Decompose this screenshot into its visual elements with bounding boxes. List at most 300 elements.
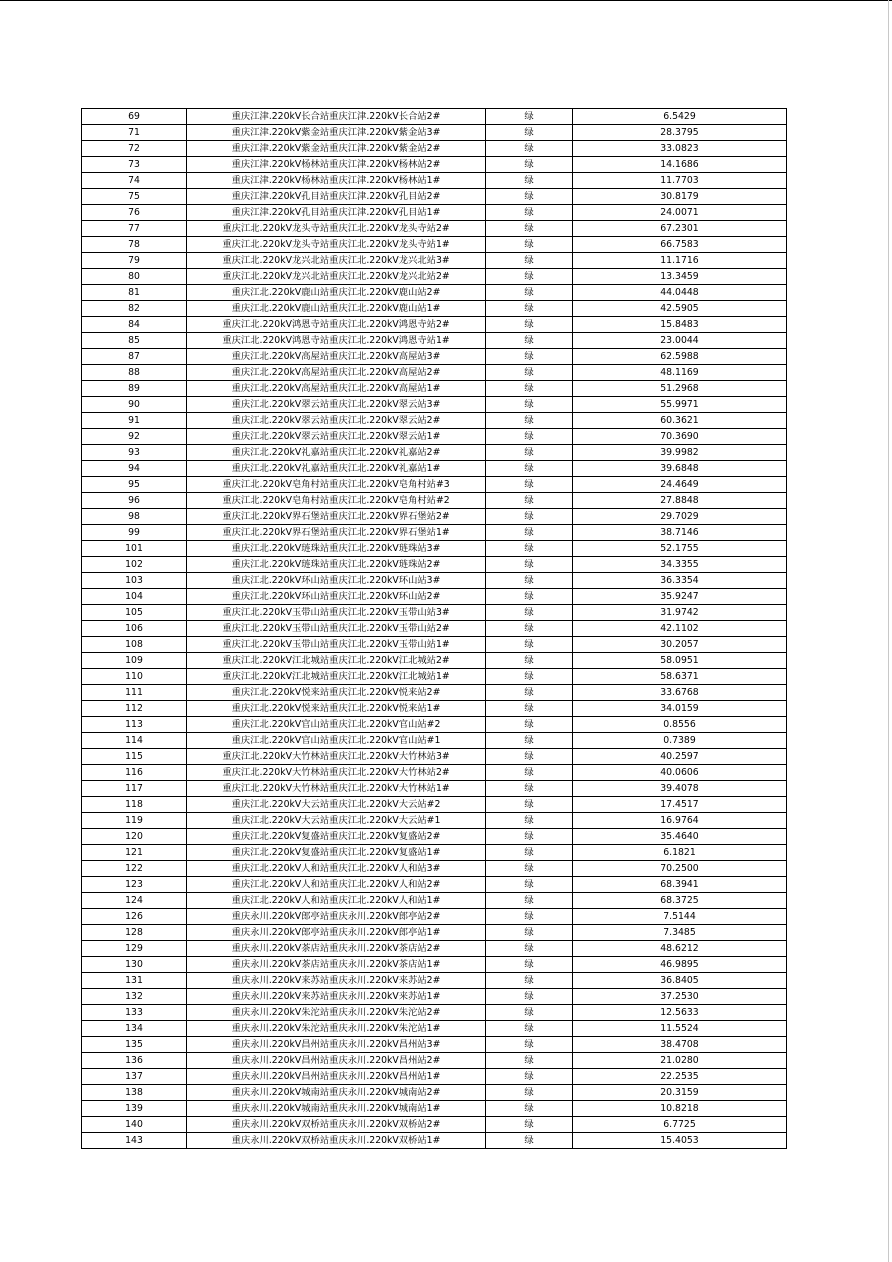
row-index-cell: 84 — [82, 317, 187, 333]
status-cell: 绿 — [486, 845, 573, 861]
row-index-cell: 101 — [82, 541, 187, 557]
substation-name-cell: 重庆江北.220kV高屋站重庆江北.220kV高屋站2# — [187, 365, 486, 381]
value-cell: 17.4517 — [573, 797, 787, 813]
substation-name-cell: 重庆江北.220kV翠云站重庆江北.220kV翠云站2# — [187, 413, 486, 429]
row-index-cell: 77 — [82, 221, 187, 237]
row-index-cell: 93 — [82, 445, 187, 461]
status-cell: 绿 — [486, 637, 573, 653]
table-row — [82, 285, 787, 301]
value-cell: 48.1169 — [573, 365, 787, 381]
substation-name-cell: 重庆江北.220kV悦来站重庆江北.220kV悦来站2# — [187, 685, 486, 701]
table-row — [82, 621, 787, 637]
value-cell: 33.6768 — [573, 685, 787, 701]
status-cell: 绿 — [486, 349, 573, 365]
row-index-cell: 99 — [82, 525, 187, 541]
table-row — [82, 141, 787, 157]
status-cell: 绿 — [486, 381, 573, 397]
table-row — [82, 925, 787, 941]
value-cell: 24.4649 — [573, 477, 787, 493]
value-cell: 6.1821 — [573, 845, 787, 861]
row-index-cell: 143 — [82, 1133, 187, 1149]
value-cell: 10.8218 — [573, 1101, 787, 1117]
status-cell: 绿 — [486, 221, 573, 237]
table-row — [82, 173, 787, 189]
table-row — [82, 317, 787, 333]
substation-name-cell: 重庆江北.220kV龙头寺站重庆江北.220kV龙头寺站2# — [187, 221, 486, 237]
table-row — [82, 253, 787, 269]
row-index-cell: 112 — [82, 701, 187, 717]
table-row — [82, 605, 787, 621]
value-cell: 35.9247 — [573, 589, 787, 605]
row-index-cell: 79 — [82, 253, 187, 269]
substation-name-cell: 重庆永川.220kV来苏站重庆永川.220kV来苏站2# — [187, 973, 486, 989]
status-cell: 绿 — [486, 621, 573, 637]
value-cell: 48.6212 — [573, 941, 787, 957]
status-cell: 绿 — [486, 989, 573, 1005]
value-cell: 58.0951 — [573, 653, 787, 669]
row-index-cell: 136 — [82, 1053, 187, 1069]
status-cell: 绿 — [486, 1037, 573, 1053]
row-index-cell: 120 — [82, 829, 187, 845]
table-row — [82, 461, 787, 477]
substation-name-cell: 重庆江北.220kV大竹林站重庆江北.220kV大竹林站2# — [187, 765, 486, 781]
value-cell: 52.1755 — [573, 541, 787, 557]
row-index-cell: 109 — [82, 653, 187, 669]
value-cell: 36.8405 — [573, 973, 787, 989]
status-cell: 绿 — [486, 157, 573, 173]
table-row — [82, 1069, 787, 1085]
substation-name-cell: 重庆江北.220kV龙兴北站重庆江北.220kV龙兴北站3# — [187, 253, 486, 269]
table-row — [82, 397, 787, 413]
row-index-cell: 91 — [82, 413, 187, 429]
status-cell: 绿 — [486, 605, 573, 621]
table-row — [82, 1085, 787, 1101]
substation-name-cell: 重庆江北.220kV人和站重庆江北.220kV人和站2# — [187, 877, 486, 893]
substation-name-cell: 重庆江北.220kV大竹林站重庆江北.220kV大竹林站1# — [187, 781, 486, 797]
table-row — [82, 653, 787, 669]
status-cell: 绿 — [486, 461, 573, 477]
row-index-cell: 108 — [82, 637, 187, 653]
row-index-cell: 114 — [82, 733, 187, 749]
status-cell: 绿 — [486, 541, 573, 557]
status-cell: 绿 — [486, 1133, 573, 1149]
substation-name-cell: 重庆江津.220kV紫金站重庆江津.220kV紫金站2# — [187, 141, 486, 157]
substation-name-cell: 重庆江北.220kV翠云站重庆江北.220kV翠云站1# — [187, 429, 486, 445]
status-cell: 绿 — [486, 909, 573, 925]
status-cell: 绿 — [486, 653, 573, 669]
row-index-cell: 102 — [82, 557, 187, 573]
substation-name-cell: 重庆江津.220kV杨林站重庆江津.220kV杨林站2# — [187, 157, 486, 173]
row-index-cell: 122 — [82, 861, 187, 877]
value-cell: 68.3941 — [573, 877, 787, 893]
value-cell: 34.3355 — [573, 557, 787, 573]
substation-name-cell: 重庆永川.220kV昌州站重庆永川.220kV昌州站2# — [187, 1053, 486, 1069]
substation-name-cell: 重庆江北.220kV大竹林站重庆江北.220kV大竹林站3# — [187, 749, 486, 765]
table-row — [82, 237, 787, 253]
row-index-cell: 80 — [82, 269, 187, 285]
table-row — [82, 877, 787, 893]
status-cell: 绿 — [486, 269, 573, 285]
table-row — [82, 893, 787, 909]
substation-name-cell: 重庆江津.220kV紫金站重庆江津.220kV紫金站3# — [187, 125, 486, 141]
row-index-cell: 118 — [82, 797, 187, 813]
row-index-cell: 135 — [82, 1037, 187, 1053]
row-index-cell: 115 — [82, 749, 187, 765]
value-cell: 42.1102 — [573, 621, 787, 637]
value-cell: 35.4640 — [573, 829, 787, 845]
row-index-cell: 82 — [82, 301, 187, 317]
value-cell: 37.2530 — [573, 989, 787, 1005]
table-row — [82, 269, 787, 285]
table-row — [82, 541, 787, 557]
row-index-cell: 129 — [82, 941, 187, 957]
substation-name-cell: 重庆江北.220kV高屋站重庆江北.220kV高屋站3# — [187, 349, 486, 365]
substation-name-cell: 重庆江北.220kV大云站重庆江北.220kV大云站#1 — [187, 813, 486, 829]
status-cell: 绿 — [486, 525, 573, 541]
substation-name-cell: 重庆江北.220kV江北城站重庆江北.220kV江北城站2# — [187, 653, 486, 669]
substation-name-cell: 重庆江北.220kV人和站重庆江北.220kV人和站1# — [187, 893, 486, 909]
value-cell: 33.0823 — [573, 141, 787, 157]
table-row — [82, 573, 787, 589]
row-index-cell: 133 — [82, 1005, 187, 1021]
table-row — [82, 637, 787, 653]
substation-name-cell: 重庆永川.220kV昌州站重庆永川.220kV昌州站3# — [187, 1037, 486, 1053]
substation-name-cell: 重庆江北.220kV龙兴北站重庆江北.220kV龙兴北站2# — [187, 269, 486, 285]
table-row — [82, 333, 787, 349]
row-index-cell: 72 — [82, 141, 187, 157]
row-index-cell: 131 — [82, 973, 187, 989]
status-cell: 绿 — [486, 237, 573, 253]
substation-name-cell: 重庆江北.220kV江北城站重庆江北.220kV江北城站1# — [187, 669, 486, 685]
row-index-cell: 140 — [82, 1117, 187, 1133]
value-cell: 40.2597 — [573, 749, 787, 765]
substation-name-cell: 重庆江北.220kV复盛站重庆江北.220kV复盛站2# — [187, 829, 486, 845]
row-index-cell: 139 — [82, 1101, 187, 1117]
row-index-cell: 88 — [82, 365, 187, 381]
table-row — [82, 301, 787, 317]
substation-name-cell: 重庆江北.220kV鹿山站重庆江北.220kV鹿山站2# — [187, 285, 486, 301]
substation-name-cell: 重庆江北.220kV鸿恩寺站重庆江北.220kV鸿恩寺站2# — [187, 317, 486, 333]
table-row — [82, 1117, 787, 1133]
row-index-cell: 132 — [82, 989, 187, 1005]
table-row — [82, 109, 787, 125]
status-cell: 绿 — [486, 429, 573, 445]
table-row — [82, 557, 787, 573]
value-cell: 36.3354 — [573, 573, 787, 589]
value-cell: 23.0044 — [573, 333, 787, 349]
status-cell: 绿 — [486, 1101, 573, 1117]
substation-name-cell: 重庆永川.220kV双桥站重庆永川.220kV双桥站1# — [187, 1133, 486, 1149]
value-cell: 39.9982 — [573, 445, 787, 461]
status-cell: 绿 — [486, 557, 573, 573]
status-cell: 绿 — [486, 141, 573, 157]
value-cell: 34.0159 — [573, 701, 787, 717]
row-index-cell: 95 — [82, 477, 187, 493]
status-cell: 绿 — [486, 509, 573, 525]
row-index-cell: 105 — [82, 605, 187, 621]
status-cell: 绿 — [486, 685, 573, 701]
substation-name-cell: 重庆江津.220kV杨林站重庆江津.220kV杨林站1# — [187, 173, 486, 189]
row-index-cell: 87 — [82, 349, 187, 365]
status-cell: 绿 — [486, 781, 573, 797]
value-cell: 38.4708 — [573, 1037, 787, 1053]
value-cell: 14.1686 — [573, 157, 787, 173]
substation-name-cell: 重庆永川.220kV郎亭站重庆永川.220kV郎亭站2# — [187, 909, 486, 925]
status-cell: 绿 — [486, 1069, 573, 1085]
substation-name-cell: 重庆江北.220kV环山站重庆江北.220kV环山站3# — [187, 573, 486, 589]
row-index-cell: 137 — [82, 1069, 187, 1085]
table-row — [82, 669, 787, 685]
row-index-cell: 126 — [82, 909, 187, 925]
value-cell: 11.7703 — [573, 173, 787, 189]
table-row — [82, 445, 787, 461]
value-cell: 39.6848 — [573, 461, 787, 477]
value-cell: 46.9895 — [573, 957, 787, 973]
table-row — [82, 589, 787, 605]
substation-name-cell: 重庆永川.220kV双桥站重庆永川.220kV双桥站2# — [187, 1117, 486, 1133]
row-index-cell: 121 — [82, 845, 187, 861]
row-index-cell: 113 — [82, 717, 187, 733]
status-cell: 绿 — [486, 701, 573, 717]
row-index-cell: 76 — [82, 205, 187, 221]
value-cell: 21.0280 — [573, 1053, 787, 1069]
status-cell: 绿 — [486, 957, 573, 973]
table-row — [82, 989, 787, 1005]
value-cell: 30.8179 — [573, 189, 787, 205]
table-row — [82, 525, 787, 541]
table-row — [82, 1101, 787, 1117]
status-cell: 绿 — [486, 925, 573, 941]
status-cell: 绿 — [486, 877, 573, 893]
substation-name-cell: 重庆江北.220kV界石堡站重庆江北.220kV界石堡站2# — [187, 509, 486, 525]
substation-name-cell: 重庆江津.220kV孔目站重庆江津.220kV孔目站2# — [187, 189, 486, 205]
table-row — [82, 429, 787, 445]
status-cell: 绿 — [486, 1005, 573, 1021]
substation-name-cell: 重庆永川.220kV郎亭站重庆永川.220kV郎亭站1# — [187, 925, 486, 941]
page-top-border — [0, 0, 892, 1]
substation-name-cell: 重庆江北.220kV环山站重庆江北.220kV环山站2# — [187, 589, 486, 605]
substation-name-cell: 重庆江北.220kV高屋站重庆江北.220kV高屋站1# — [187, 381, 486, 397]
status-cell: 绿 — [486, 941, 573, 957]
status-cell: 绿 — [486, 109, 573, 125]
status-cell: 绿 — [486, 573, 573, 589]
row-index-cell: 117 — [82, 781, 187, 797]
table-row — [82, 221, 787, 237]
table-row — [82, 733, 787, 749]
table-row — [82, 1005, 787, 1021]
status-cell: 绿 — [486, 973, 573, 989]
substation-name-cell: 重庆江北.220kV鸿恩寺站重庆江北.220kV鸿恩寺站1# — [187, 333, 486, 349]
substation-name-cell: 重庆江北.220kV琏珠站重庆江北.220kV琏珠站3# — [187, 541, 486, 557]
row-index-cell: 116 — [82, 765, 187, 781]
row-index-cell: 85 — [82, 333, 187, 349]
table-row — [82, 701, 787, 717]
table-row — [82, 1037, 787, 1053]
value-cell: 42.5905 — [573, 301, 787, 317]
substation-name-cell: 重庆江北.220kV皂角村站重庆江北.220kV皂角村站#2 — [187, 493, 486, 509]
row-index-cell: 138 — [82, 1085, 187, 1101]
status-cell: 绿 — [486, 253, 573, 269]
table-row — [82, 765, 787, 781]
value-cell: 70.2500 — [573, 861, 787, 877]
value-cell: 15.4053 — [573, 1133, 787, 1149]
row-index-cell: 104 — [82, 589, 187, 605]
substation-name-cell: 重庆永川.220kV茶店站重庆永川.220kV茶店站1# — [187, 957, 486, 973]
table-row — [82, 125, 787, 141]
status-cell: 绿 — [486, 861, 573, 877]
row-index-cell: 78 — [82, 237, 187, 253]
table-row — [82, 1021, 787, 1037]
value-cell: 29.7029 — [573, 509, 787, 525]
table-row — [82, 349, 787, 365]
status-cell: 绿 — [486, 813, 573, 829]
substation-name-cell: 重庆江北.220kV界石堡站重庆江北.220kV界石堡站1# — [187, 525, 486, 541]
table-row — [82, 813, 787, 829]
row-index-cell: 73 — [82, 157, 187, 173]
table-row — [82, 717, 787, 733]
status-cell: 绿 — [486, 1117, 573, 1133]
substation-name-cell: 重庆江北.220kV鹿山站重庆江北.220kV鹿山站1# — [187, 301, 486, 317]
status-cell: 绿 — [486, 477, 573, 493]
status-cell: 绿 — [486, 173, 573, 189]
value-cell: 24.0071 — [573, 205, 787, 221]
value-cell: 22.2535 — [573, 1069, 787, 1085]
table-row — [82, 797, 787, 813]
status-cell: 绿 — [486, 1085, 573, 1101]
table-row — [82, 845, 787, 861]
row-index-cell: 110 — [82, 669, 187, 685]
substation-name-cell: 重庆江北.220kV悦来站重庆江北.220kV悦来站1# — [187, 701, 486, 717]
row-index-cell: 98 — [82, 509, 187, 525]
value-cell: 60.3621 — [573, 413, 787, 429]
substation-name-cell: 重庆永川.220kV朱沱站重庆永川.220kV朱沱站1# — [187, 1021, 486, 1037]
row-index-cell: 123 — [82, 877, 187, 893]
table-row — [82, 941, 787, 957]
row-index-cell: 103 — [82, 573, 187, 589]
row-index-cell: 96 — [82, 493, 187, 509]
substation-table — [81, 108, 787, 1149]
substation-name-cell: 重庆永川.220kV朱沱站重庆永川.220kV朱沱站2# — [187, 1005, 486, 1021]
value-cell: 16.9764 — [573, 813, 787, 829]
table-row — [82, 413, 787, 429]
status-cell: 绿 — [486, 1053, 573, 1069]
table-row — [82, 957, 787, 973]
table-row — [82, 909, 787, 925]
value-cell: 38.7146 — [573, 525, 787, 541]
value-cell: 7.3485 — [573, 925, 787, 941]
value-cell: 62.5988 — [573, 349, 787, 365]
value-cell: 44.0448 — [573, 285, 787, 301]
substation-name-cell: 重庆永川.220kV城南站重庆永川.220kV城南站2# — [187, 1085, 486, 1101]
table-row — [82, 493, 787, 509]
table-body — [82, 109, 787, 1149]
table-row — [82, 381, 787, 397]
value-cell: 11.1716 — [573, 253, 787, 269]
row-index-cell: 124 — [82, 893, 187, 909]
status-cell: 绿 — [486, 445, 573, 461]
value-cell: 70.3690 — [573, 429, 787, 445]
substation-name-cell: 重庆永川.220kV昌州站重庆永川.220kV昌州站1# — [187, 1069, 486, 1085]
substation-name-cell: 重庆江津.220kV孔目站重庆江津.220kV孔目站1# — [187, 205, 486, 221]
substation-name-cell: 重庆江北.220kV礼嘉站重庆江北.220kV礼嘉站2# — [187, 445, 486, 461]
substation-name-cell: 重庆江北.220kV翠云站重庆江北.220kV翠云站3# — [187, 397, 486, 413]
table-row — [82, 1053, 787, 1069]
status-cell: 绿 — [486, 413, 573, 429]
value-cell: 40.0606 — [573, 765, 787, 781]
status-cell: 绿 — [486, 733, 573, 749]
row-index-cell: 111 — [82, 685, 187, 701]
value-cell: 39.4078 — [573, 781, 787, 797]
substation-name-cell: 重庆江北.220kV玉带山站重庆江北.220kV玉带山站1# — [187, 637, 486, 653]
table-row — [82, 781, 787, 797]
table-row — [82, 749, 787, 765]
status-cell: 绿 — [486, 125, 573, 141]
status-cell: 绿 — [486, 285, 573, 301]
row-index-cell: 119 — [82, 813, 187, 829]
substation-name-cell: 重庆江北.220kV皂角村站重庆江北.220kV皂角村站#3 — [187, 477, 486, 493]
table-row — [82, 509, 787, 525]
value-cell: 58.6371 — [573, 669, 787, 685]
value-cell: 66.7583 — [573, 237, 787, 253]
value-cell: 20.3159 — [573, 1085, 787, 1101]
substation-name-cell: 重庆江北.220kV人和站重庆江北.220kV人和站3# — [187, 861, 486, 877]
substation-name-cell: 重庆江北.220kV琏珠站重庆江北.220kV琏珠站2# — [187, 557, 486, 573]
value-cell: 13.3459 — [573, 269, 787, 285]
status-cell: 绿 — [486, 333, 573, 349]
row-index-cell: 106 — [82, 621, 187, 637]
status-cell: 绿 — [486, 205, 573, 221]
value-cell: 6.5429 — [573, 109, 787, 125]
table-row — [82, 861, 787, 877]
value-cell: 0.7389 — [573, 733, 787, 749]
row-index-cell: 92 — [82, 429, 187, 445]
table-row — [82, 1133, 787, 1149]
substation-name-cell: 重庆江北.220kV复盛站重庆江北.220kV复盛站1# — [187, 845, 486, 861]
substation-name-cell: 重庆江北.220kV官山站重庆江北.220kV官山站#2 — [187, 717, 486, 733]
table-row — [82, 205, 787, 221]
row-index-cell: 69 — [82, 109, 187, 125]
substation-name-cell: 重庆江北.220kV龙头寺站重庆江北.220kV龙头寺站1# — [187, 237, 486, 253]
substation-name-cell: 重庆永川.220kV城南站重庆永川.220kV城南站1# — [187, 1101, 486, 1117]
substation-name-cell: 重庆江津.220kV长合站重庆江津.220kV长合站2# — [187, 109, 486, 125]
value-cell: 27.8848 — [573, 493, 787, 509]
substation-name-cell: 重庆江北.220kV礼嘉站重庆江北.220kV礼嘉站1# — [187, 461, 486, 477]
row-index-cell: 89 — [82, 381, 187, 397]
value-cell: 31.9742 — [573, 605, 787, 621]
row-index-cell: 74 — [82, 173, 187, 189]
table-row — [82, 973, 787, 989]
value-cell: 30.2057 — [573, 637, 787, 653]
table-row — [82, 685, 787, 701]
status-cell: 绿 — [486, 1021, 573, 1037]
value-cell: 7.5144 — [573, 909, 787, 925]
row-index-cell: 130 — [82, 957, 187, 973]
status-cell: 绿 — [486, 493, 573, 509]
status-cell: 绿 — [486, 669, 573, 685]
status-cell: 绿 — [486, 301, 573, 317]
value-cell: 15.8483 — [573, 317, 787, 333]
value-cell: 11.5524 — [573, 1021, 787, 1037]
value-cell: 68.3725 — [573, 893, 787, 909]
row-index-cell: 81 — [82, 285, 187, 301]
row-index-cell: 90 — [82, 397, 187, 413]
page-right-border — [888, 0, 889, 1262]
row-index-cell: 128 — [82, 925, 187, 941]
row-index-cell: 134 — [82, 1021, 187, 1037]
substation-name-cell: 重庆永川.220kV来苏站重庆永川.220kV来苏站1# — [187, 989, 486, 1005]
status-cell: 绿 — [486, 365, 573, 381]
value-cell: 55.9971 — [573, 397, 787, 413]
